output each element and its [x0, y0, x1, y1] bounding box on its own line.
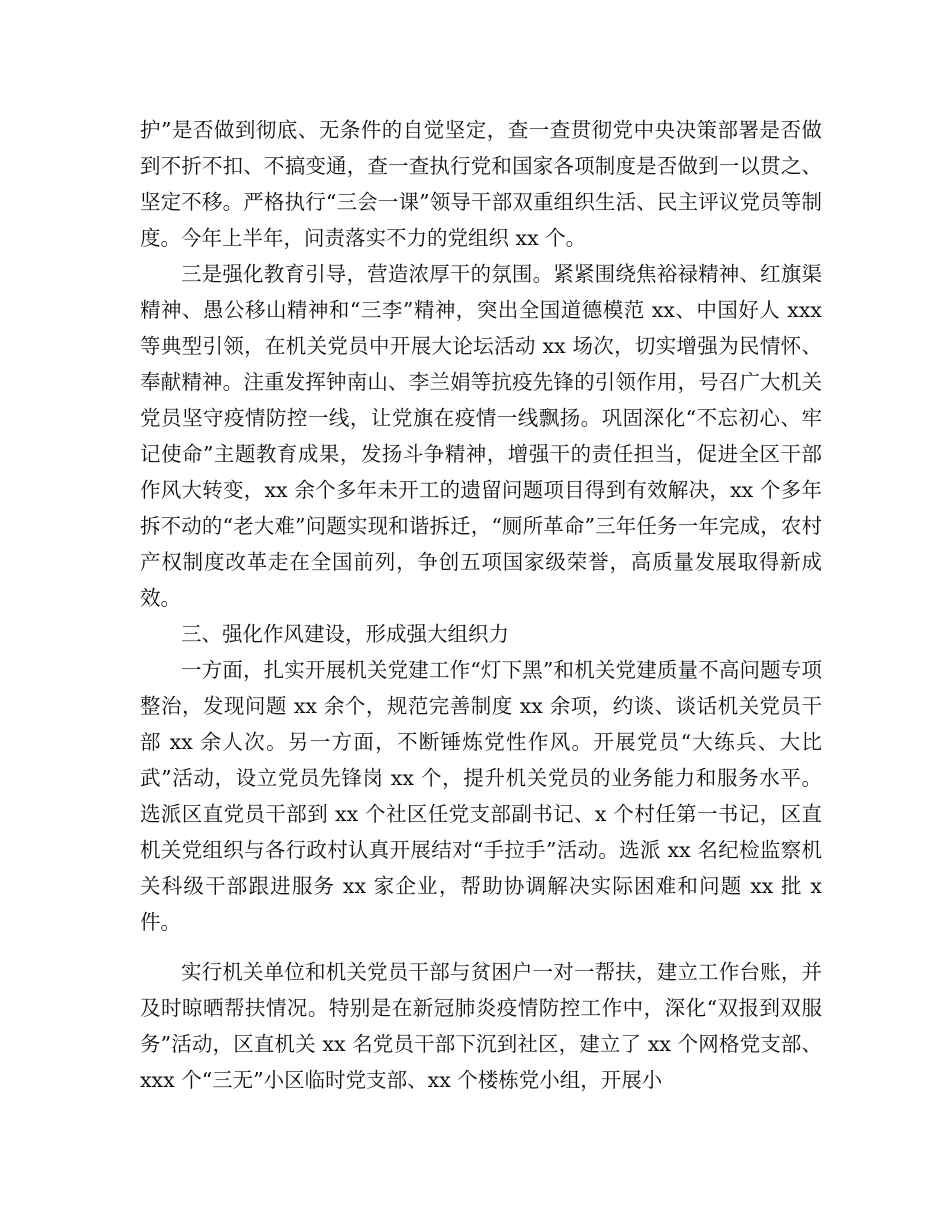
paragraph-special-rectification: 一方面，扎实开展机关党建工作“灯下黑”和机关党建质量不高问题专项整治，发现问题 xx 余个，规范完善制度 xx 余项，约谈、谈话机关党员干部 xx 余人次。另一方面，不断锤炼党性作风。开展党员“大练兵、大比武”活动，设立党员先锋岗 xx 个，提升机关党员的业务能力和服务水平。选派区直党员干部到 xx 个社区任党支部副书记、x 个村任第一书记，区直机关党组织与各行政村认真开展结对“手拉手”活动。选派 xx 名纪检监察机关科级干部跟进服务 xx 家企业，帮助协调解决实际困难和问题 xx 批 x 件。	[140, 658, 822, 934]
paragraph-poverty-assistance: 实行机关单位和机关党员干部与贫困户一对一帮扶，建立工作台账，并及时晾晒帮扶情况。特别是在新冠肺炎疫情防控工作中，深化“双报到双服务”活动，区直机关 xx 名党员干部下沉到社区，建立了 xx 个网格党支部、xxx 个“三无”小区临时党支部、xx 个楼栋党小组，开展小	[140, 960, 822, 1092]
paragraph-education-guidance: 三是强化教育引导，营造浓厚干的氛围。紧紧围绕焦裕禄精神、红旗渠精神、愚公移山精神和“三李”精神，突出全国道德模范 xx、中国好人 xxx 等典型引领，在机关党员中开展大论坛活动 xx 场次，切实增强为民情怀、奉献精神。注重发挥钟南山、李兰娟等抗疫先锋的引领作用，号召广大机关党员坚守疫情防控一线，让党旗在疫情一线飘扬。巩固深化“不忘初心、牢记使命”主题教育成果，发扬斗争精神，增强干的责任担当，促进全区干部作风大转变，xx 余个多年未开工的遗留问题项目得到有效解决，xx 个多年拆不动的“老大难”问题实现和谐拆迁，“厕所革命”三年任务一年完成，农村产权制度改革走在全国前列，争创五项国家级荣誉，高质量发展取得新成效。	[140, 262, 822, 610]
paragraph-continuation: 护”是否做到彻底、无条件的自觉坚定，查一查贯彻党中央决策部署是否做到不折不扣、不搞变通，查一查执行党和国家各项制度是否做到一以贯之、坚定不移。严格执行“三会一课”领导干部双重组织生活、民主评议党员等制度。今年上半年，问责落实不力的党组织 xx 个。	[140, 118, 822, 250]
document-body	[140, 112, 822, 1098]
section-heading-work-style: 三、强化作风建设，形成强大组织力	[181, 622, 509, 646]
